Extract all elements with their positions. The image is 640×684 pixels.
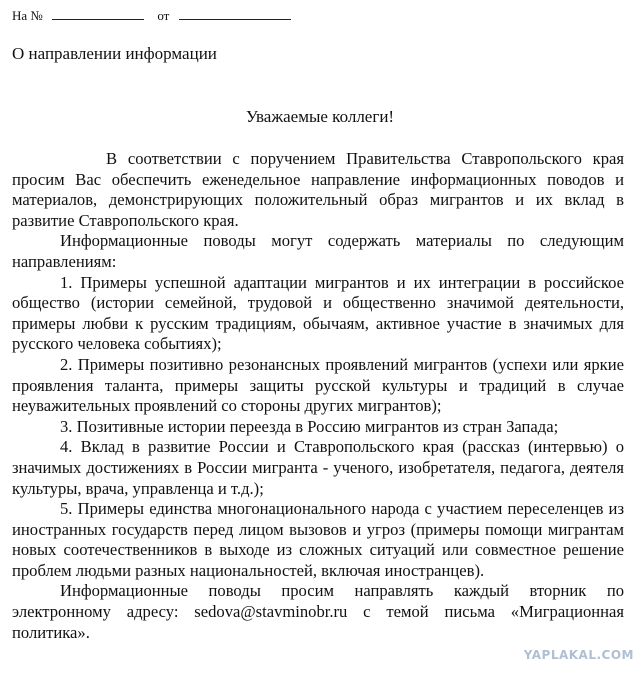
letter-greeting: Уважаемые коллеги! bbox=[245, 107, 395, 126]
direction-item-4: 4. Вклад в развитие России и Ставропольского края (рассказ (интервью) о значимых достижениях в России мигранта - ученого, изобретателя, педагога, деятеля культуры, врача, управленца и т.д.); bbox=[12, 437, 624, 498]
letter-subject: О направлении информации bbox=[12, 44, 217, 63]
reference-line bbox=[12, 8, 291, 24]
direction-item-2: 2. Примеры позитивно резонансных проявлений мигрантов (успехи или яркие проявления таланта, примеры защиты русской культуры и традиций в случае неуважительных проявлений со стороны других мигрантов); bbox=[12, 354, 624, 416]
number-blank bbox=[52, 8, 144, 20]
from-label: от bbox=[157, 8, 170, 23]
directions-intro-paragraph: Информационные поводы могут содержать материалы по следующим направлениям: bbox=[12, 231, 624, 271]
letter-body bbox=[12, 149, 624, 643]
submission-paragraph: Информационные поводы просим направлять каждый вторник по электронному адресу: sedova@stavminobr.ru с темой письма «Миграционная политика». bbox=[12, 581, 624, 642]
number-label: На № bbox=[12, 8, 43, 23]
date-blank bbox=[179, 8, 291, 20]
direction-item-1: 1. Примеры успешной адаптации мигрантов и их интеграции в российское общество (истории семейной, трудовой и общественно значимой деятельности, примеры любви к русским традициям, обычаям, активное участие в значимых для русского человека событиях); bbox=[12, 272, 624, 354]
direction-item-5: 5. Примеры единства многонационального народа с участием переселенцев из иностранных государств перед лицом вызовов и угроз (примеры помощи мигрантам новых соотечественников в выходе из сложных ситуаций или совместное решение проблем людьми разных национальностей, включая иностранцев). bbox=[12, 499, 624, 580]
intro-paragraph: В соответствии с поручением Правительства Ставропольского края просим Вас обеспечить еженедельное направление информационных поводов и материалов, демонстрирующих положительный образ мигрантов и их вклад в развитие Ставропольского края. bbox=[12, 149, 624, 230]
direction-item-3: 3. Позитивные истории переезда в Россию мигрантов из стран Запада; bbox=[60, 416, 559, 436]
site-watermark: YAPLAKAL.COM bbox=[523, 648, 634, 662]
